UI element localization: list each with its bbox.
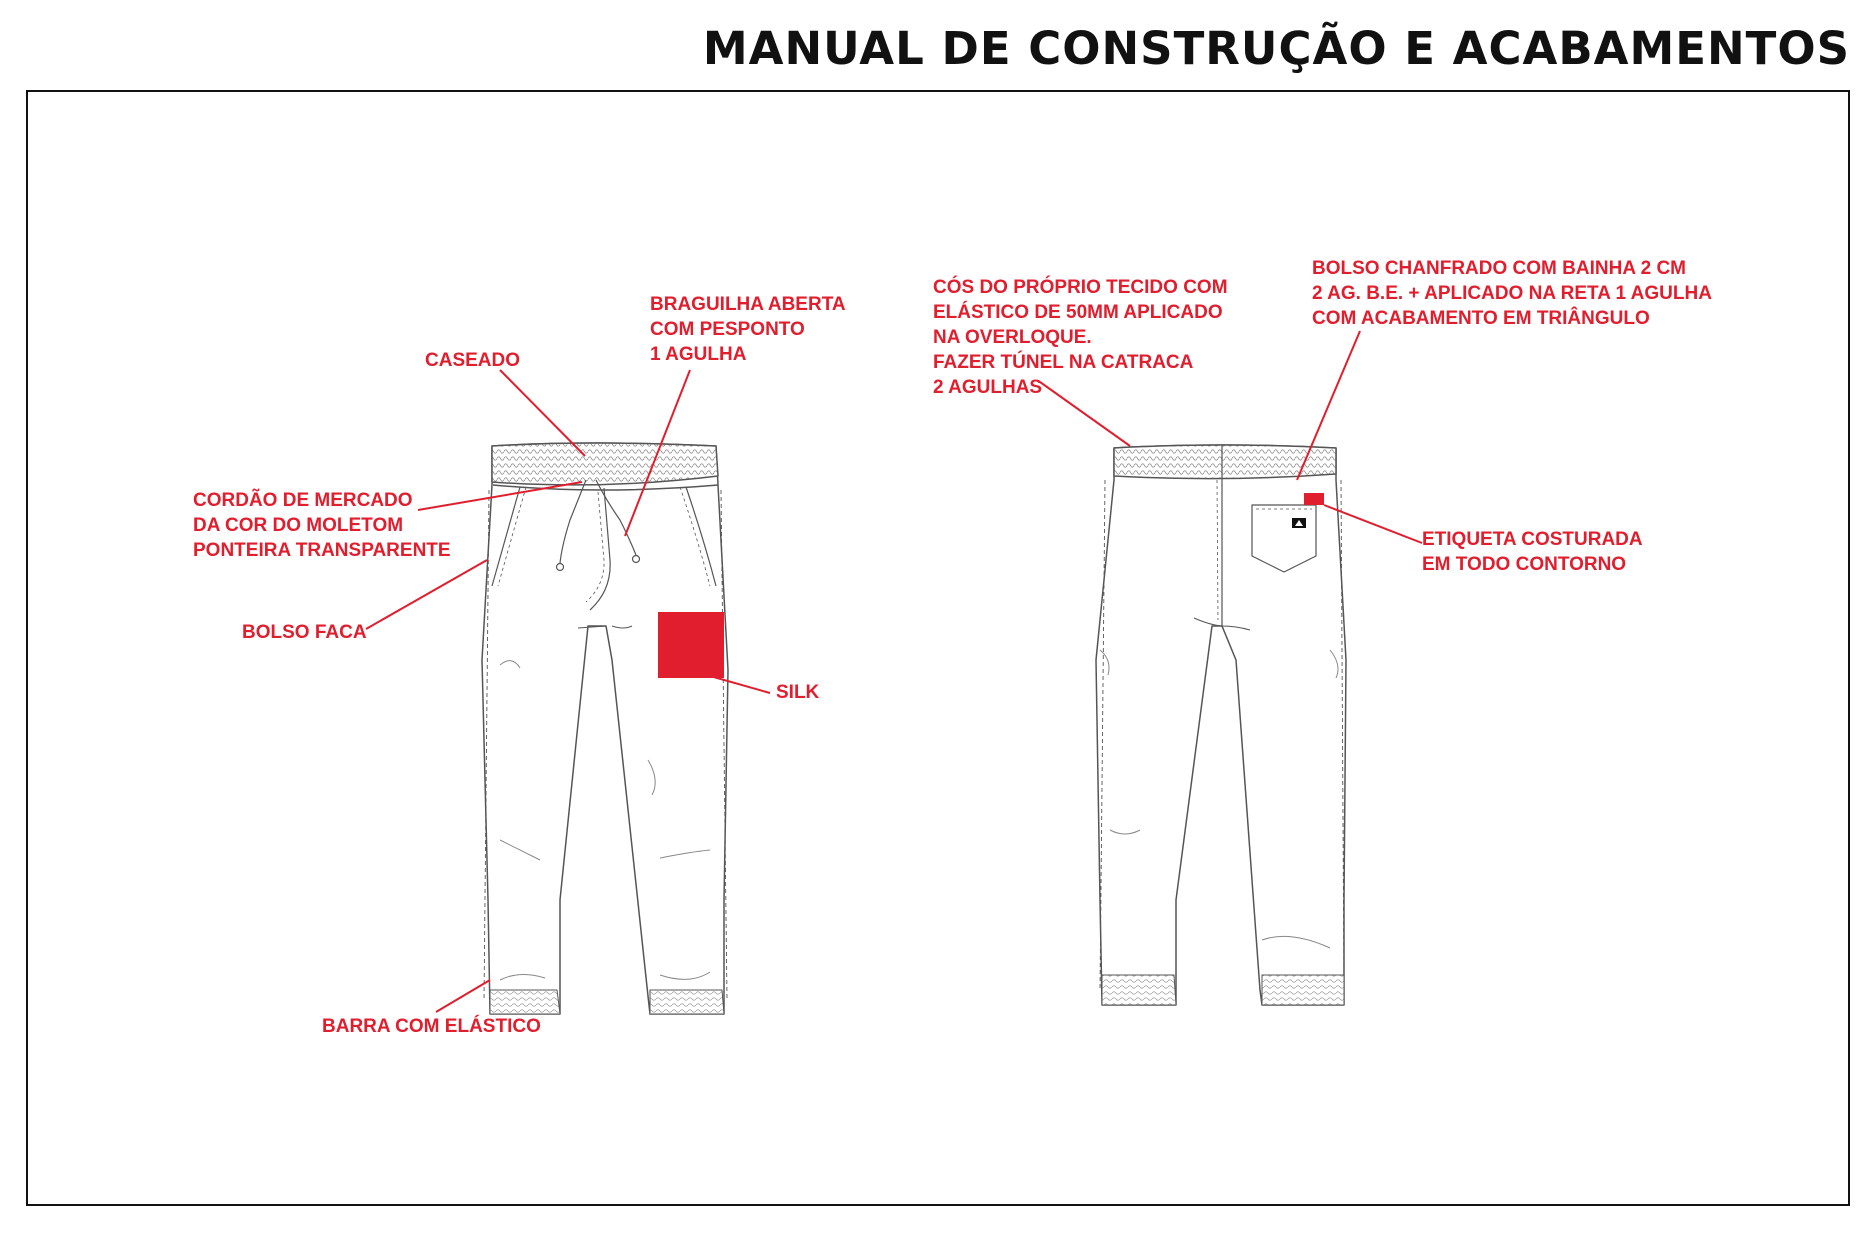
leader-barra (436, 980, 490, 1012)
back-pants-drawing (1096, 445, 1346, 1005)
callout-cordao: CORDÃO DE MERCADO DA COR DO MOLETOM PONTEIRA TRANSPARENTE (193, 490, 451, 561)
front-pants-outline (482, 443, 728, 1014)
front-pants-drawing (482, 443, 728, 1014)
callout-braguilha: BRAGUILHA ABERTA COM PESPONTO 1 AGULHA (650, 294, 846, 365)
callout-bolso-chanfrado: BOLSO CHANFRADO COM BAINHA 2 CM 2 AG. B.E. + APLICADO NA RETA 1 AGULHA COM ACABAMENTO EM TRIÂNGULO (1312, 258, 1712, 329)
back-left-cuff (1102, 975, 1176, 1005)
back-waistband (1114, 445, 1336, 479)
callout-bolso-faca: BOLSO FACA (242, 622, 367, 643)
silk-print-area-marker (658, 612, 724, 678)
page-title: MANUAL DE CONSTRUÇÃO E ACABAMENTOS (702, 22, 1850, 75)
front-waistband (492, 443, 718, 485)
callout-barra: BARRA COM ELÁSTICO (322, 1016, 541, 1037)
front-left-cuff (490, 990, 560, 1014)
callout-cos: CÓS DO PRÓPRIO TECIDO COM ELÁSTICO DE 50MM APLICADO NA OVERLOQUE. FAZER TÚNEL NA CATRACA 2 AGULHAS (933, 277, 1228, 398)
label-tag-marker (1304, 493, 1324, 505)
leader-bolso-faca (366, 560, 487, 629)
callout-etiqueta: ETIQUETA COSTURADA EM TODO CONTORNO (1422, 529, 1643, 575)
back-right-cuff (1262, 975, 1344, 1005)
front-right-cuff (650, 990, 724, 1014)
callout-silk: SILK (776, 682, 820, 703)
callout-caseado: CASEADO (425, 350, 521, 371)
